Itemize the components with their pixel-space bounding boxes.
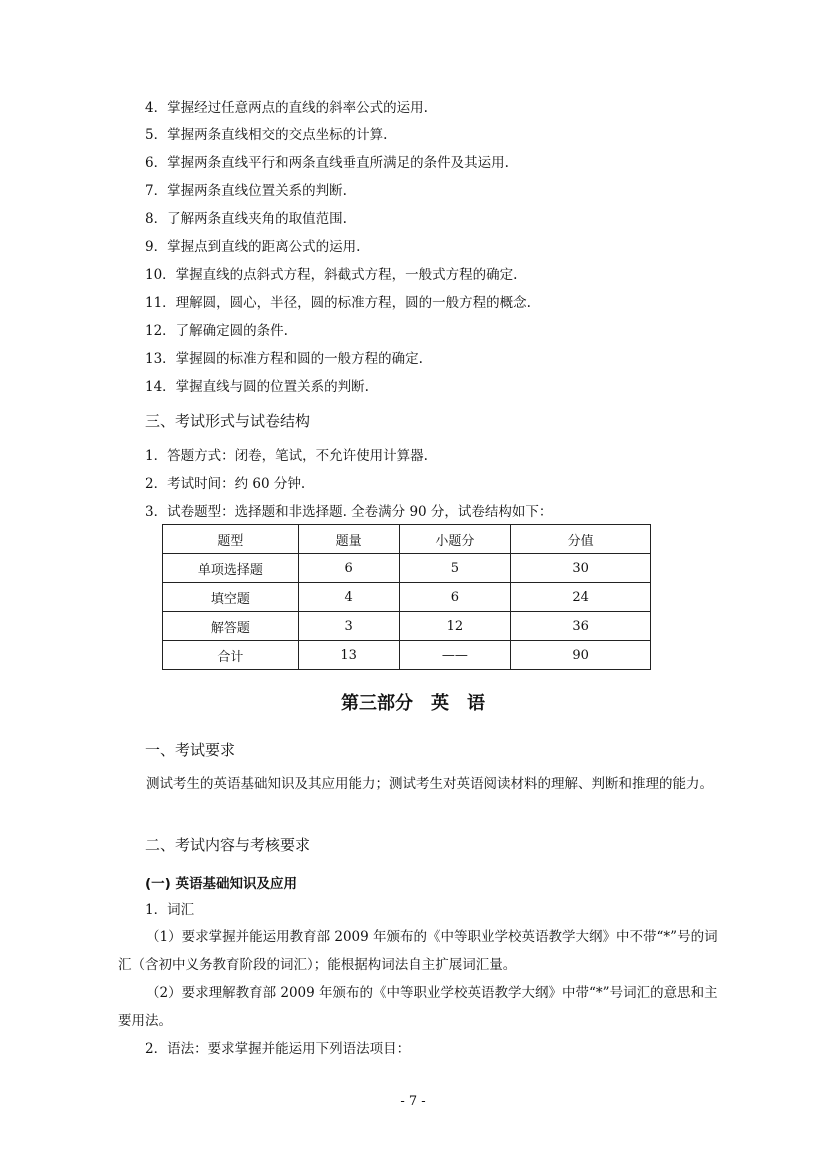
list-item: 6．掌握两条直线平行和两条直线垂直所满足的条件及其运用. xyxy=(145,155,509,171)
paragraph: （1）要求掌握并能运用教育部 2009 年颁布的《中等职业学校英语教学大纲》中不带“*”号的词汇（含初中义务教育阶段的词汇）；能根据构词法自主扩展词汇量。 xyxy=(118,929,718,973)
table-row xyxy=(163,612,651,641)
table-cell: 6 xyxy=(399,583,511,612)
table-row xyxy=(163,641,651,670)
list-item: 9．掌握点到直线的距离公式的运用. xyxy=(145,239,361,255)
paragraph: 测试考生的英语基础知识及其应用能力；测试考生对英语阅读材料的理解、判断和推理的能力。 xyxy=(146,776,713,792)
table-cell: 30 xyxy=(511,554,651,583)
list-item: 11．理解圆，圆心，半径，圆的标准方程，圆的一般方程的概念. xyxy=(145,295,531,311)
list-item: 2．语法：要求掌握并能运用下列语法项目： xyxy=(145,1041,411,1057)
table-cell: 36 xyxy=(511,612,651,641)
list-item: 7．掌握两条直线位置关系的判断. xyxy=(145,183,347,199)
list-item: 4．掌握经过任意两点的直线的斜率公式的运用. xyxy=(145,100,428,116)
list-item: 14．掌握直线与圆的位置关系的判断. xyxy=(145,379,369,395)
table-header: 分值 xyxy=(511,525,651,554)
list-item: 12．了解确定圆的条件. xyxy=(145,323,288,339)
list-item: 10．掌握直线的点斜式方程，斜截式方程，一般式方程的确定. xyxy=(145,267,518,283)
table-cell: 解答题 xyxy=(163,612,299,641)
section-heading: 一、考试要求 xyxy=(145,741,236,759)
table-cell: 单项选择题 xyxy=(163,554,299,583)
table-header: 小题分 xyxy=(399,525,511,554)
section-heading: 三、考试形式与试卷结构 xyxy=(145,412,311,430)
list-item: 5．掌握两条直线相交的交点坐标的计算. xyxy=(145,127,388,143)
table-cell: 13 xyxy=(298,641,399,670)
table-cell: 6 xyxy=(298,554,399,583)
score-table xyxy=(162,524,651,670)
section-heading: 二、考试内容与考核要求 xyxy=(145,836,311,854)
list-item: 1．词汇 xyxy=(145,902,195,918)
paragraph: （2）要求理解教育部 2009 年颁布的《中等职业学校英语教学大纲》中带“*”号词汇的意思和主要用法。 xyxy=(118,985,718,1029)
table-cell: 填空题 xyxy=(163,583,299,612)
table-header-row xyxy=(163,525,651,554)
table-cell: 90 xyxy=(511,641,651,670)
table-cell: 3 xyxy=(298,612,399,641)
table-row xyxy=(163,583,651,612)
sub-heading: (一) 英语基础知识及应用 xyxy=(145,876,298,892)
table-cell: —— xyxy=(399,641,511,670)
list-item: 1．答题方式：闭卷，笔试，不允许使用计算器. xyxy=(145,448,428,464)
table-cell: 4 xyxy=(298,583,399,612)
list-item: 2．考试时间：约 60 分钟. xyxy=(145,476,306,492)
table-header: 题量 xyxy=(298,525,399,554)
table-cell: 合计 xyxy=(163,641,299,670)
list-item: 3．试卷题型：选择题和非选择题. 全卷满分 90 分，试卷结构如下： xyxy=(145,504,553,520)
table-row xyxy=(163,554,651,583)
part-title: 第三部分 英 语 xyxy=(341,693,485,714)
list-item: 13．掌握圆的标准方程和圆的一般方程的确定. xyxy=(145,351,423,367)
table-cell: 12 xyxy=(399,612,511,641)
table-header: 题型 xyxy=(163,525,299,554)
table-cell: 24 xyxy=(511,583,651,612)
list-item: 8．了解两条直线夹角的取值范围. xyxy=(145,211,347,227)
page-number: - 7 - xyxy=(400,1094,426,1109)
table-cell: 5 xyxy=(399,554,511,583)
